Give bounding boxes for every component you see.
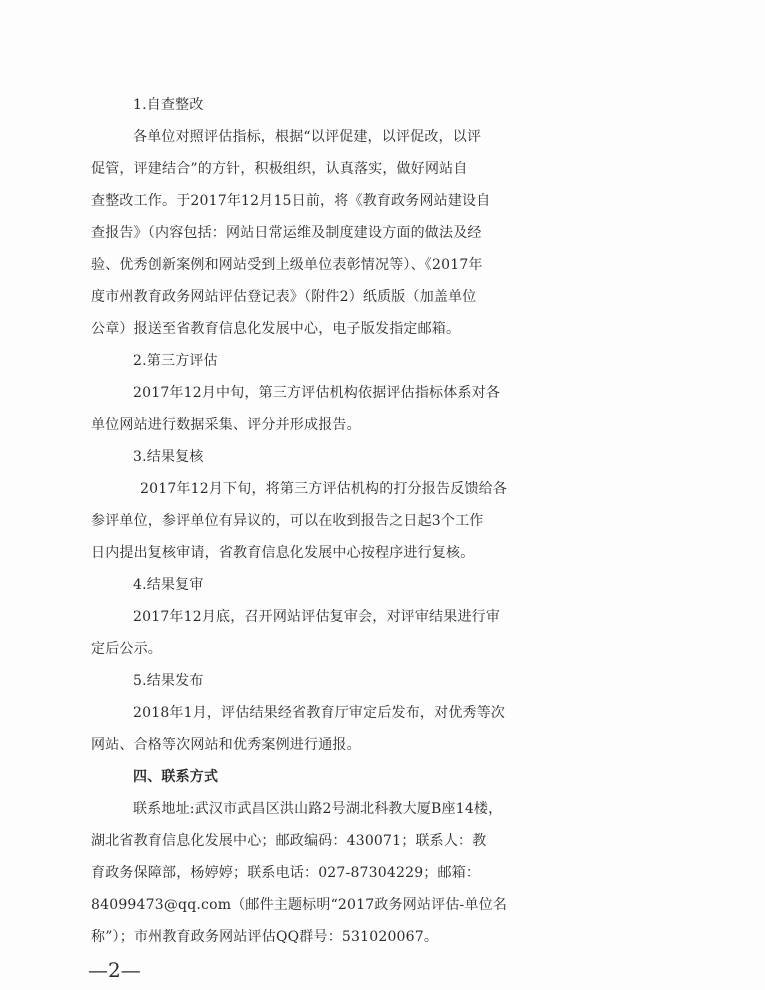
paragraph-line: 各单位对照评估指标，根据“以评促建，以评促改，以评 xyxy=(133,129,482,145)
paragraph-line: 公章）报送至省教育信息化发展中心，电子版发指定邮箱。 xyxy=(91,321,461,337)
section-heading-contact: 四、联系方式 xyxy=(133,769,219,785)
paragraph-line: 84099473@qq.com（邮件主题标明“2017政务网站评估-单位名 xyxy=(91,897,508,913)
paragraph-line: 定后公示。 xyxy=(91,641,162,657)
paragraph-line: 验、优秀创新案例和网站受到上级单位表彰情况等）、《2017年 xyxy=(91,257,483,273)
paragraph-line: 查报告》（内容包括：网站日常运维及制度建设方面的做法及经 xyxy=(91,225,482,241)
paragraph-line: 参评单位，参评单位有异议的，可以在收到报告之日起3个工作 xyxy=(91,513,484,529)
paragraph-line: 促管，评建结合”的方针，积极组织，认真落实，做好网站自 xyxy=(91,161,468,177)
section-heading-reexamination: 4.结果复审 xyxy=(133,577,204,593)
paragraph-line: 育政务保障部，杨婷婷；联系电话：027-87304229；邮箱： xyxy=(91,865,481,881)
page-number: —2— xyxy=(88,958,141,982)
paragraph-line: 2017年12月底，召开网站评估复审会，对评审结果进行审 xyxy=(133,609,501,625)
paragraph-line: 称”）；市州教育政务网站评估QQ群号：531020067。 xyxy=(91,929,439,945)
paragraph-line: 2017年12月中旬，第三方评估机构依据评估指标体系对各 xyxy=(133,385,501,401)
paragraph-line: 查整改工作。于2017年12月15日前，将《教育政务网站建设自 xyxy=(91,193,491,209)
paragraph-line: 日内提出复核审请，省教育信息化发展中心按程序进行复核。 xyxy=(91,545,475,561)
section-heading-self-check: 1.自查整改 xyxy=(133,97,204,113)
section-heading-third-party: 2.第三方评估 xyxy=(133,353,218,369)
section-heading-release: 5.结果发布 xyxy=(133,673,204,689)
paragraph-line: 湖北省教育信息化发展中心；邮政编码：430071；联系人：教 xyxy=(91,833,487,849)
paragraph-line: 2017年12月下旬，将第三方评估机构的打分报告反馈给各 xyxy=(140,481,508,497)
paragraph-line: 网站、合格等次网站和优秀案例进行通报。 xyxy=(91,737,361,753)
section-heading-review: 3.结果复核 xyxy=(133,449,204,465)
paragraph-line: 单位网站进行数据采集、评分并形成报告。 xyxy=(91,417,361,433)
paragraph-line: 联系地址:武汉市武昌区洪山路2号湖北科教大厦B座14楼， xyxy=(133,801,503,817)
paragraph-line: 2018年1月，评估结果经省教育厅审定后发布，对优秀等次 xyxy=(133,705,506,721)
paragraph-line: 度市州教育政务网站评估登记表》（附件2）纸质版（加盖单位 xyxy=(91,289,477,305)
